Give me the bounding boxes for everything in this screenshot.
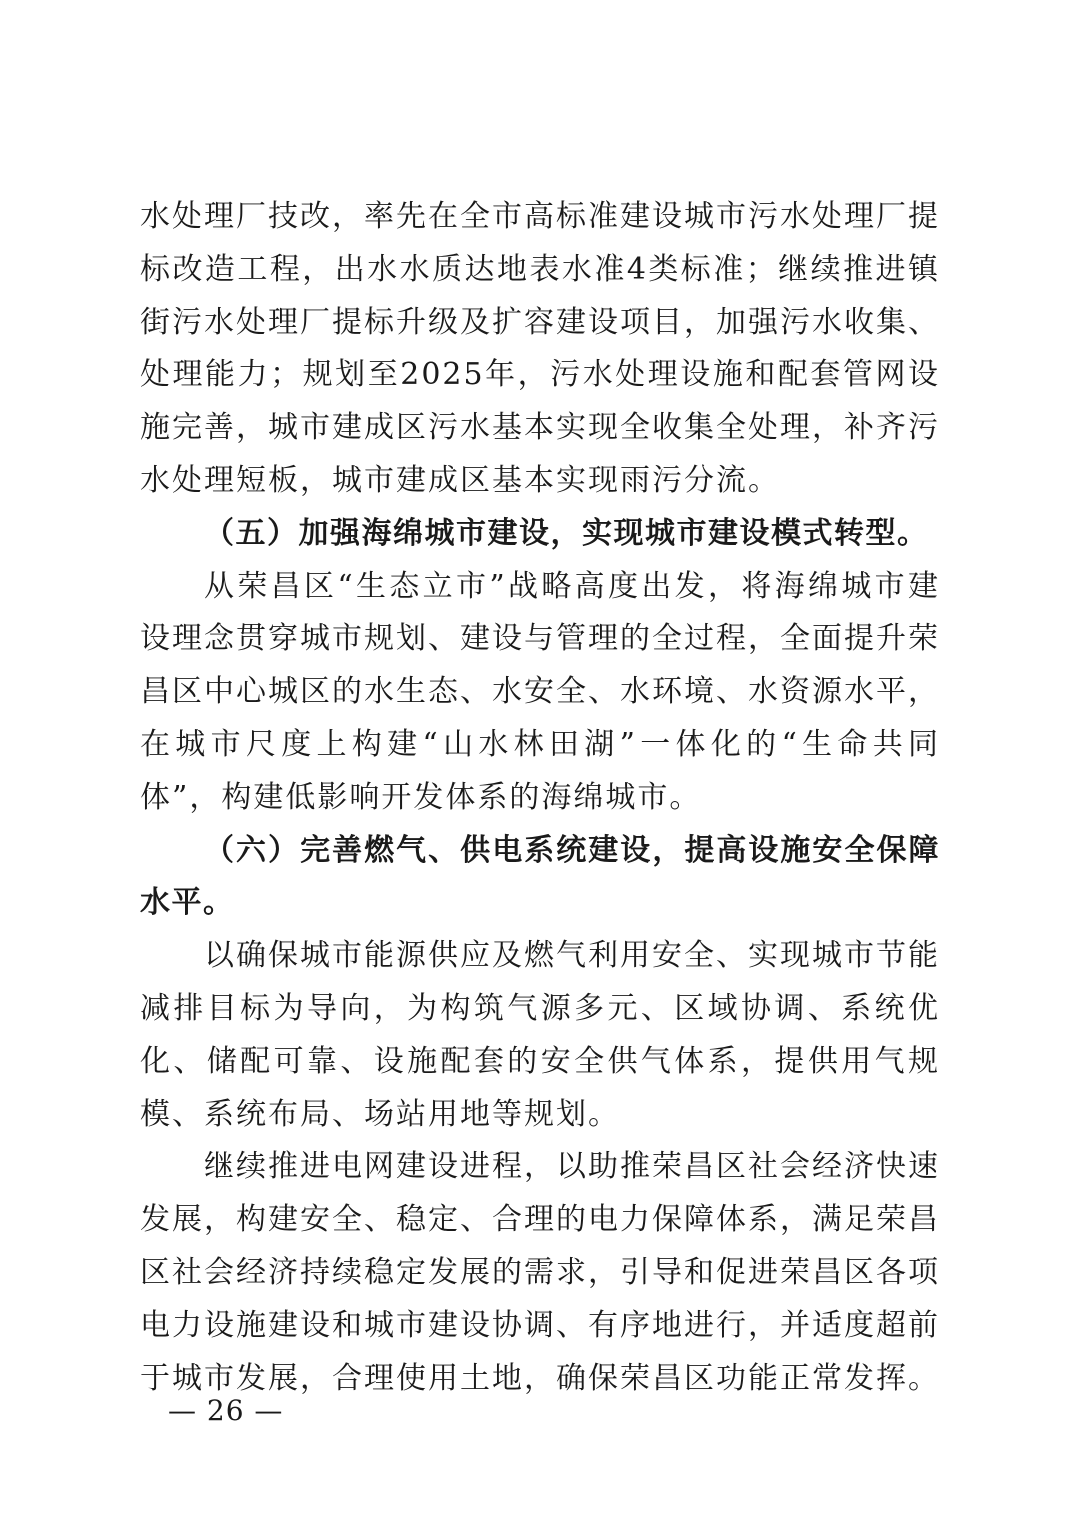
page-body xyxy=(140,191,940,1405)
page-number: — 26 — xyxy=(168,1394,284,1427)
paragraph-gas-supply: 以确保城市能源供应及燃气利用安全、实现城市节能减排目标为导向，为构筑气源多元、区域协调、系统优化、储配可靠、设施配套的安全供气体系，提供用气规模、系统布局、场站用地等规划。 xyxy=(140,938,940,1132)
paragraph-sponge-city: 从荣昌区“生态立市”战略高度出发，将海绵城市建设理念贯穿城市规划、建设与管理的全过程，全面提升荣昌区中心城区的水生态、水安全、水环境、水资源水平，在城市尺度上构建“山水林田湖”一体化的“生命共同体”，构建低影响开发体系的海绵城市。 xyxy=(140,568,940,815)
section-heading-six: （六）完善燃气、供电系统建设，提高设施安全保障水平。 xyxy=(140,832,940,921)
paragraph-power-grid: 继续推进电网建设进程，以助推荣昌区社会经济快速发展，构建安全、稳定、合理的电力保障体系，满足荣昌区社会经济持续稳定发展的需求，引导和促进荣昌区各项电力设施建设和城市建设协调、有序地进行，并适度超前于城市发展，合理使用土地，确保荣昌区功能正常发挥。 xyxy=(140,1149,940,1396)
paragraph-continuation: 水处理厂技改，率先在全市高标准建设城市污水处理厂提标改造工程，出水水质达地表水准4类标准；继续推进镇街污水处理厂提标升级及扩容建设项目，加强污水收集、处理能力；规划至2025年，污水处理设施和配套管网设施完善，城市建成区污水基本实现全收集全处理，补齐污水处理短板，城市建成区基本实现雨污分流。 xyxy=(140,199,940,498)
section-heading-five: （五）加强海绵城市建设，实现城市建设模式转型。 xyxy=(204,515,929,551)
